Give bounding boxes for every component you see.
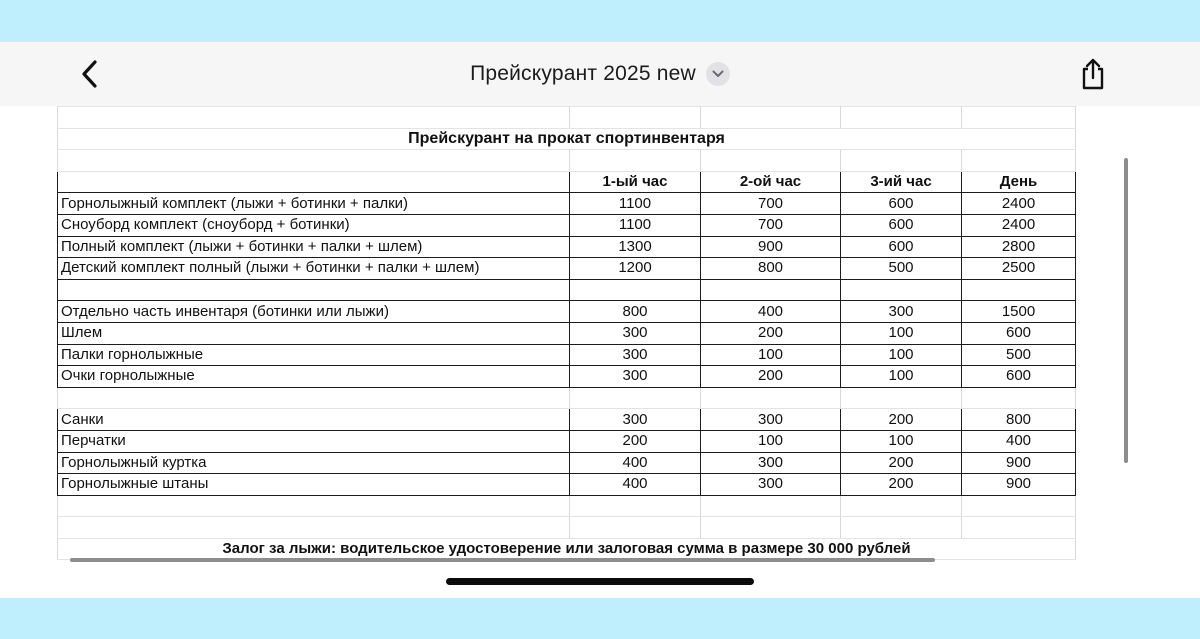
price-cell: 100 bbox=[701, 344, 841, 366]
footer-block bbox=[58, 495, 1076, 560]
price-cell: 900 bbox=[962, 452, 1076, 474]
table-row bbox=[58, 452, 1076, 474]
table-row bbox=[58, 474, 1076, 496]
price-cell: 900 bbox=[701, 236, 841, 258]
table-row bbox=[58, 366, 1076, 388]
price-cell: 300 bbox=[701, 474, 841, 496]
item-name: Палки горнолыжные bbox=[58, 344, 570, 366]
item-name: Шлем bbox=[58, 322, 570, 344]
price-cell: 1300 bbox=[570, 236, 701, 258]
price-cell: 1100 bbox=[570, 193, 701, 215]
item-name: Перчатки bbox=[58, 430, 570, 452]
price-cell: 300 bbox=[570, 344, 701, 366]
table-row bbox=[58, 301, 1076, 323]
item-name: Горнолыжный комплект (лыжи + ботинки + палки) bbox=[58, 193, 570, 215]
price-cell: 1200 bbox=[570, 258, 701, 280]
price-cell: 400 bbox=[570, 452, 701, 474]
price-cell: 900 bbox=[962, 474, 1076, 496]
price-cell: 800 bbox=[570, 301, 701, 323]
title-area bbox=[0, 42, 1200, 106]
price-cell: 2400 bbox=[962, 193, 1076, 215]
item-name: Горнолыжный куртка bbox=[58, 452, 570, 474]
price-cell: 100 bbox=[841, 322, 962, 344]
price-cell: 600 bbox=[841, 214, 962, 236]
price-cell: 1100 bbox=[570, 214, 701, 236]
table-row bbox=[58, 430, 1076, 452]
deposit-note: Залог за лыжи: водительское удостоверение или залоговая сумма в размере 30 000 рублей bbox=[58, 538, 1076, 560]
vertical-scrollbar[interactable] bbox=[1124, 158, 1128, 463]
price-cell: 500 bbox=[841, 258, 962, 280]
item-name: Отдельно часть инвентаря (ботинки или лыжи) bbox=[58, 301, 570, 323]
group-3 bbox=[58, 409, 1076, 495]
column-header-row bbox=[58, 171, 1076, 193]
price-cell: 100 bbox=[701, 430, 841, 452]
item-name: Детский комплект полный (лыжи + ботинки + палки + шлем) bbox=[58, 258, 570, 280]
gap-block bbox=[58, 387, 1076, 409]
price-cell: 400 bbox=[701, 301, 841, 323]
price-cell: 700 bbox=[701, 214, 841, 236]
price-cell: 700 bbox=[701, 193, 841, 215]
price-cell: 200 bbox=[701, 366, 841, 388]
column-header: 3-ий час bbox=[841, 171, 962, 193]
table-row bbox=[58, 344, 1076, 366]
price-cell: 300 bbox=[570, 366, 701, 388]
price-cell: 300 bbox=[841, 301, 962, 323]
document-viewer bbox=[0, 42, 1200, 598]
price-cell: 600 bbox=[841, 193, 962, 215]
document-title[interactable]: Прейскурант 2025 new bbox=[470, 62, 696, 85]
empty-row bbox=[58, 150, 1076, 172]
price-cell: 300 bbox=[701, 409, 841, 431]
price-cell: 400 bbox=[570, 474, 701, 496]
empty-row bbox=[58, 517, 1076, 539]
table-row bbox=[58, 236, 1076, 258]
group-1 bbox=[58, 171, 1076, 301]
price-cell: 2800 bbox=[962, 236, 1076, 258]
empty-row bbox=[58, 387, 1076, 409]
item-name: Сноуборд комплект (сноуборд + ботинки) bbox=[58, 214, 570, 236]
price-cell: 200 bbox=[570, 430, 701, 452]
deposit-note-row bbox=[58, 538, 1076, 560]
price-cell: 500 bbox=[962, 344, 1076, 366]
table-row bbox=[58, 258, 1076, 280]
table-row bbox=[58, 214, 1076, 236]
price-cell: 300 bbox=[701, 452, 841, 474]
share-button[interactable] bbox=[1074, 54, 1112, 94]
table-row bbox=[58, 409, 1076, 431]
header-empty-cell bbox=[58, 171, 570, 193]
share-icon bbox=[1078, 57, 1108, 91]
table-row bbox=[58, 322, 1076, 344]
column-header: День bbox=[962, 171, 1076, 193]
price-cell: 300 bbox=[570, 409, 701, 431]
title-menu-button[interactable] bbox=[706, 62, 730, 86]
price-cell: 200 bbox=[701, 322, 841, 344]
table-caption: Прейскурант на прокат спортинвентаря bbox=[58, 128, 1076, 150]
empty-row bbox=[58, 107, 1076, 129]
price-cell: 600 bbox=[962, 322, 1076, 344]
price-cell: 300 bbox=[570, 322, 701, 344]
horizontal-scrollbar[interactable] bbox=[70, 558, 935, 562]
price-cell: 200 bbox=[841, 452, 962, 474]
price-cell: 800 bbox=[701, 258, 841, 280]
home-indicator[interactable] bbox=[446, 578, 754, 585]
price-cell: 200 bbox=[841, 474, 962, 496]
item-name: Горнолыжные штаны bbox=[58, 474, 570, 496]
caption-row bbox=[58, 128, 1076, 150]
item-name: Очки горнолыжные bbox=[58, 366, 570, 388]
spacer-row bbox=[58, 279, 1076, 301]
price-table bbox=[57, 106, 1076, 560]
price-cell: 1500 bbox=[962, 301, 1076, 323]
group-2 bbox=[58, 301, 1076, 387]
spreadsheet[interactable] bbox=[57, 106, 1077, 560]
item-name: Полный комплект (лыжи + ботинки + палки + шлем) bbox=[58, 236, 570, 258]
item-name: Санки bbox=[58, 409, 570, 431]
price-cell: 100 bbox=[841, 366, 962, 388]
price-cell: 400 bbox=[962, 430, 1076, 452]
price-cell: 2400 bbox=[962, 214, 1076, 236]
empty-row bbox=[58, 495, 1076, 517]
chevron-down-icon bbox=[712, 70, 724, 78]
table-row bbox=[58, 193, 1076, 215]
price-cell: 100 bbox=[841, 344, 962, 366]
price-cell: 2500 bbox=[962, 258, 1076, 280]
price-cell: 100 bbox=[841, 430, 962, 452]
price-cell: 600 bbox=[962, 366, 1076, 388]
price-cell: 200 bbox=[841, 409, 962, 431]
price-cell: 600 bbox=[841, 236, 962, 258]
column-header: 1-ый час bbox=[570, 171, 701, 193]
navigation-bar bbox=[0, 42, 1200, 106]
column-header: 2-ой час bbox=[701, 171, 841, 193]
price-cell: 800 bbox=[962, 409, 1076, 431]
